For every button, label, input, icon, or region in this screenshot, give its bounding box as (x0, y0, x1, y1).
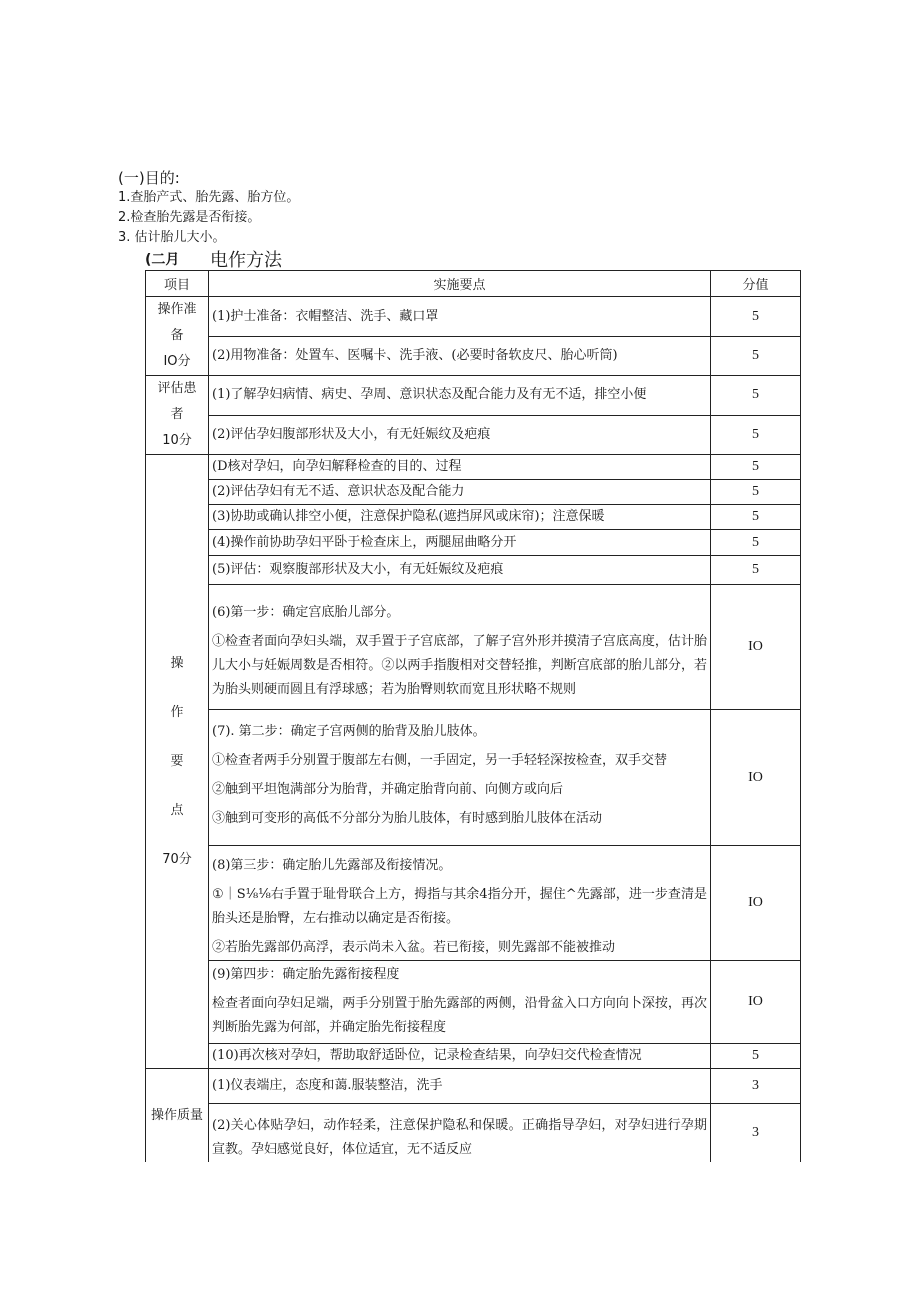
step-paragraph: (8)第三步：确定胎儿先露部及衔接情况。 (212, 858, 452, 873)
score-value: 5 (711, 1044, 801, 1069)
table-row (146, 530, 801, 556)
procedure-table (145, 270, 801, 1162)
table-row (146, 846, 801, 961)
step-paragraph: (6)第一步：确定宫底胎儿部分。 (212, 605, 400, 620)
score-value: 5 (711, 297, 801, 337)
step-text (209, 710, 711, 846)
score-value: 5 (711, 455, 801, 480)
step-paragraph: ③触到可变形的高低不分部分为胎儿肢体，有时感到胎儿肢体在活动 (212, 811, 603, 826)
table-row (146, 480, 801, 505)
table-row (146, 415, 801, 455)
objective-item: 1.查胎产式、胎先露、胎方位。 (118, 190, 300, 205)
score-value: 5 (711, 505, 801, 530)
score-value: IO (711, 585, 801, 710)
objective-item: 2.检查胎先露是否衔接。 (118, 210, 261, 225)
score-value: 3 (711, 1069, 801, 1104)
objective-heading: (一)目的: (118, 169, 180, 187)
score-value: 3 (711, 1104, 801, 1163)
table-body (146, 297, 801, 1163)
step-paragraph: (2)关心体贴孕妇，动作轻柔，注意保护隐私和保暖。正确指导孕妇，对孕妇进行孕期宣教。孕妇感觉良好，体位适宜，无不适反应 (212, 1118, 707, 1157)
step-text (209, 585, 711, 710)
table-row (146, 1104, 801, 1163)
step-paragraph: (7). 第二步：确定子宫两侧的胎背及胎儿肢体。 (212, 724, 486, 739)
table-row (146, 376, 801, 416)
step-paragraph: (3)协助或确认排空小便，注意保护隐私(遮挡屏风或床帘)；注意保暖 (212, 509, 605, 524)
step-paragraph: ②触到平坦饱满部分为胎背，并确定胎背向前、向侧方或向后 (212, 782, 564, 797)
step-text (209, 480, 711, 505)
table-row (146, 1069, 801, 1104)
step-text (209, 297, 711, 337)
step-paragraph: (4)操作前协助孕妇平卧于检查床上，两腿屈曲略分开 (212, 534, 517, 550)
step-text (209, 846, 711, 961)
header-points: 实施要点 (209, 271, 711, 297)
step-text (209, 505, 711, 530)
step-paragraph: (2)评估孕妇腹部形状及大小，有无妊娠纹及疤痕 (212, 426, 491, 442)
table-row (146, 455, 801, 480)
step-paragraph: ①｜S⅛⅛右手置于耻骨联合上方，拇指与其余4指分开，握住^先露部，进一步查清是胎头还是胎臀，左右推动以确定是否衔接。 (212, 887, 707, 926)
step-paragraph: (2)用物准备：处置车、医嘱卡、洗手液、(必要时备软皮尺、胎心听筒) (212, 348, 618, 363)
step-paragraph: (1)了解孕妇病情、病史、孕周、意识状态及配合能力及有无不适，排空小便 (212, 387, 647, 403)
header-score: 分值 (711, 271, 801, 297)
method-title: 电作方法 (210, 250, 282, 271)
method-heading (145, 246, 645, 270)
header-item: 项目 (146, 271, 209, 297)
objective-section (118, 168, 518, 248)
step-text (209, 455, 711, 480)
score-value: 5 (711, 556, 801, 585)
step-text (209, 1044, 711, 1069)
step-text (209, 337, 711, 376)
step-paragraph: (5)评估：观察腹部形状及大小，有无妊娠纹及疤痕 (212, 562, 504, 577)
table-row (146, 556, 801, 585)
step-paragraph: (D核对孕妇，向孕妇解释检查的目的、过程 (212, 459, 462, 474)
table-row (146, 961, 801, 1044)
group-label: 操 作 要 点 70分 (146, 455, 209, 1069)
score-value: 5 (711, 480, 801, 505)
step-text (209, 961, 711, 1044)
score-value: IO (711, 710, 801, 846)
method-prefix: (二月 (145, 252, 180, 268)
step-text (209, 415, 711, 455)
table-row (146, 337, 801, 376)
step-text (209, 376, 711, 416)
step-paragraph: ①检查者面向孕妇头端，双手置于子宫底部，了解子宫外形并摸清子宫底高度，估计胎儿大小与妊娠周数是否相符。②以两手指腹相对交替轻推，判断宫底部的胎儿部分，若为胎头则硬而圆且有浮球感；若为胎臀则软而宽且形状略不规则 (212, 634, 707, 697)
step-text (209, 1104, 711, 1163)
score-value: 5 (711, 337, 801, 376)
step-paragraph: ②若胎先露部仍高浮，表示尚未入盆。若已衔接，则先露部不能被推动 (212, 940, 616, 955)
score-value: 5 (711, 376, 801, 416)
group-label: 操作质量 (146, 1069, 209, 1163)
score-value: IO (711, 961, 801, 1044)
table-header-row (146, 271, 801, 297)
group-label: 评估患 者 10分 (146, 376, 209, 455)
step-paragraph: (9)第四步：确定胎先露衔接程度 (212, 967, 400, 982)
table-row (146, 505, 801, 530)
table-row (146, 297, 801, 337)
step-text (209, 530, 711, 556)
score-value: 5 (711, 530, 801, 556)
step-paragraph: ①检查者两手分别置于腹部左右侧，一手固定，另一手轻轻深按检查，双手交替 (212, 753, 668, 768)
step-paragraph: (1)仪表端庄，态度和蔼.服装整洁，洗手 (212, 1078, 443, 1093)
step-paragraph: 检查者面向孕妇足端，两手分别置于胎先露部的两侧，沿骨盆入口方向向卜深按，再次判断胎先露为何部，并确定胎先衔接程度 (212, 996, 707, 1035)
step-paragraph: (10)再次核对孕妇，帮助取舒适卧位，记录检查结果，向孕妇交代检查情况 (212, 1048, 642, 1063)
score-value: 5 (711, 415, 801, 455)
score-value: IO (711, 846, 801, 961)
step-text (209, 556, 711, 585)
objective-item: 3. 估计胎儿大小。 (118, 230, 226, 245)
step-paragraph: (1)护士准备：衣帽整洁、洗手、藏口罩 (212, 308, 439, 324)
table-row (146, 585, 801, 710)
group-label: 操作准 备 IO分 (146, 297, 209, 376)
table-row (146, 1044, 801, 1069)
step-paragraph: (2)评估孕妇有无不适、意识状态及配合能力 (212, 484, 465, 499)
table-row (146, 710, 801, 846)
step-text (209, 1069, 711, 1104)
